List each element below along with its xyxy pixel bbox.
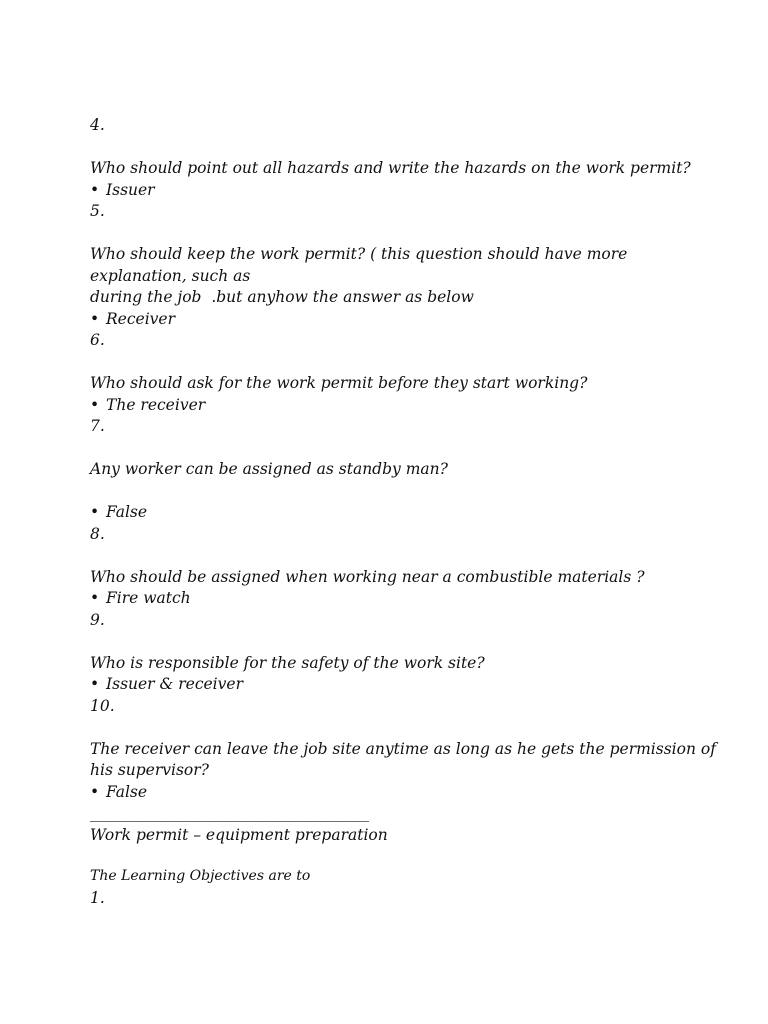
question-number: 6. xyxy=(90,331,105,349)
bullet-icon: • xyxy=(90,395,100,414)
question-text: Who should point out all hazards and write the hazards on the work permit? xyxy=(90,159,691,177)
question-text: explanation, such as xyxy=(90,266,251,285)
bullet-icon: • xyxy=(90,675,100,693)
answer-item xyxy=(90,309,690,331)
question-number: 7. xyxy=(90,417,105,435)
bullet-icon: • xyxy=(90,782,100,801)
question-text: Who should keep the work permit? ( this question should have more xyxy=(90,245,628,263)
bullet-icon: • xyxy=(90,589,100,607)
answer-text: The receiver xyxy=(106,395,206,414)
bullet-icon: • xyxy=(90,503,100,521)
horizontal-rule: ____________________________________ xyxy=(90,804,369,822)
answer-text: False xyxy=(106,782,148,801)
answer-text: Fire watch xyxy=(106,589,191,607)
answer-item xyxy=(90,588,690,610)
answer-item xyxy=(90,502,690,524)
bullet-icon: • xyxy=(90,180,100,199)
question-text: Who should be assigned when working near a combustible materials ? xyxy=(90,567,645,586)
question-number: 9. xyxy=(90,610,105,629)
answer-item xyxy=(90,180,690,202)
answer-item xyxy=(90,782,690,804)
bullet-icon: • xyxy=(90,309,100,328)
question-text: The receiver can leave the job site anytime as long as he gets the permission of xyxy=(90,739,716,758)
question-text: Any worker can be assigned as standby man? xyxy=(90,460,448,478)
answer-text: Issuer & receiver xyxy=(106,675,243,693)
answer-text: False xyxy=(106,503,148,521)
answer-text: Issuer xyxy=(106,180,155,199)
answer-text: Receiver xyxy=(106,309,175,328)
list-number: 1. xyxy=(90,888,105,907)
answer-item xyxy=(90,395,690,417)
question-number: 4. xyxy=(90,116,105,134)
question-number: 5. xyxy=(90,202,105,220)
section-title: Work permit – equipment preparation xyxy=(90,825,388,844)
question-text: Who should ask for the work permit before they start working? xyxy=(90,374,588,392)
question-number: 8. xyxy=(90,524,105,543)
question-text: during the job .but anyhow the answer as below xyxy=(90,288,474,306)
question-number: 10. xyxy=(90,696,115,715)
answer-item xyxy=(90,674,690,696)
objectives-heading: The Learning Objectives are to xyxy=(90,868,311,884)
question-text: his supervisor? xyxy=(90,761,209,779)
document-page xyxy=(90,115,716,909)
question-text: Who is responsible for the safety of the work site? xyxy=(90,653,485,672)
